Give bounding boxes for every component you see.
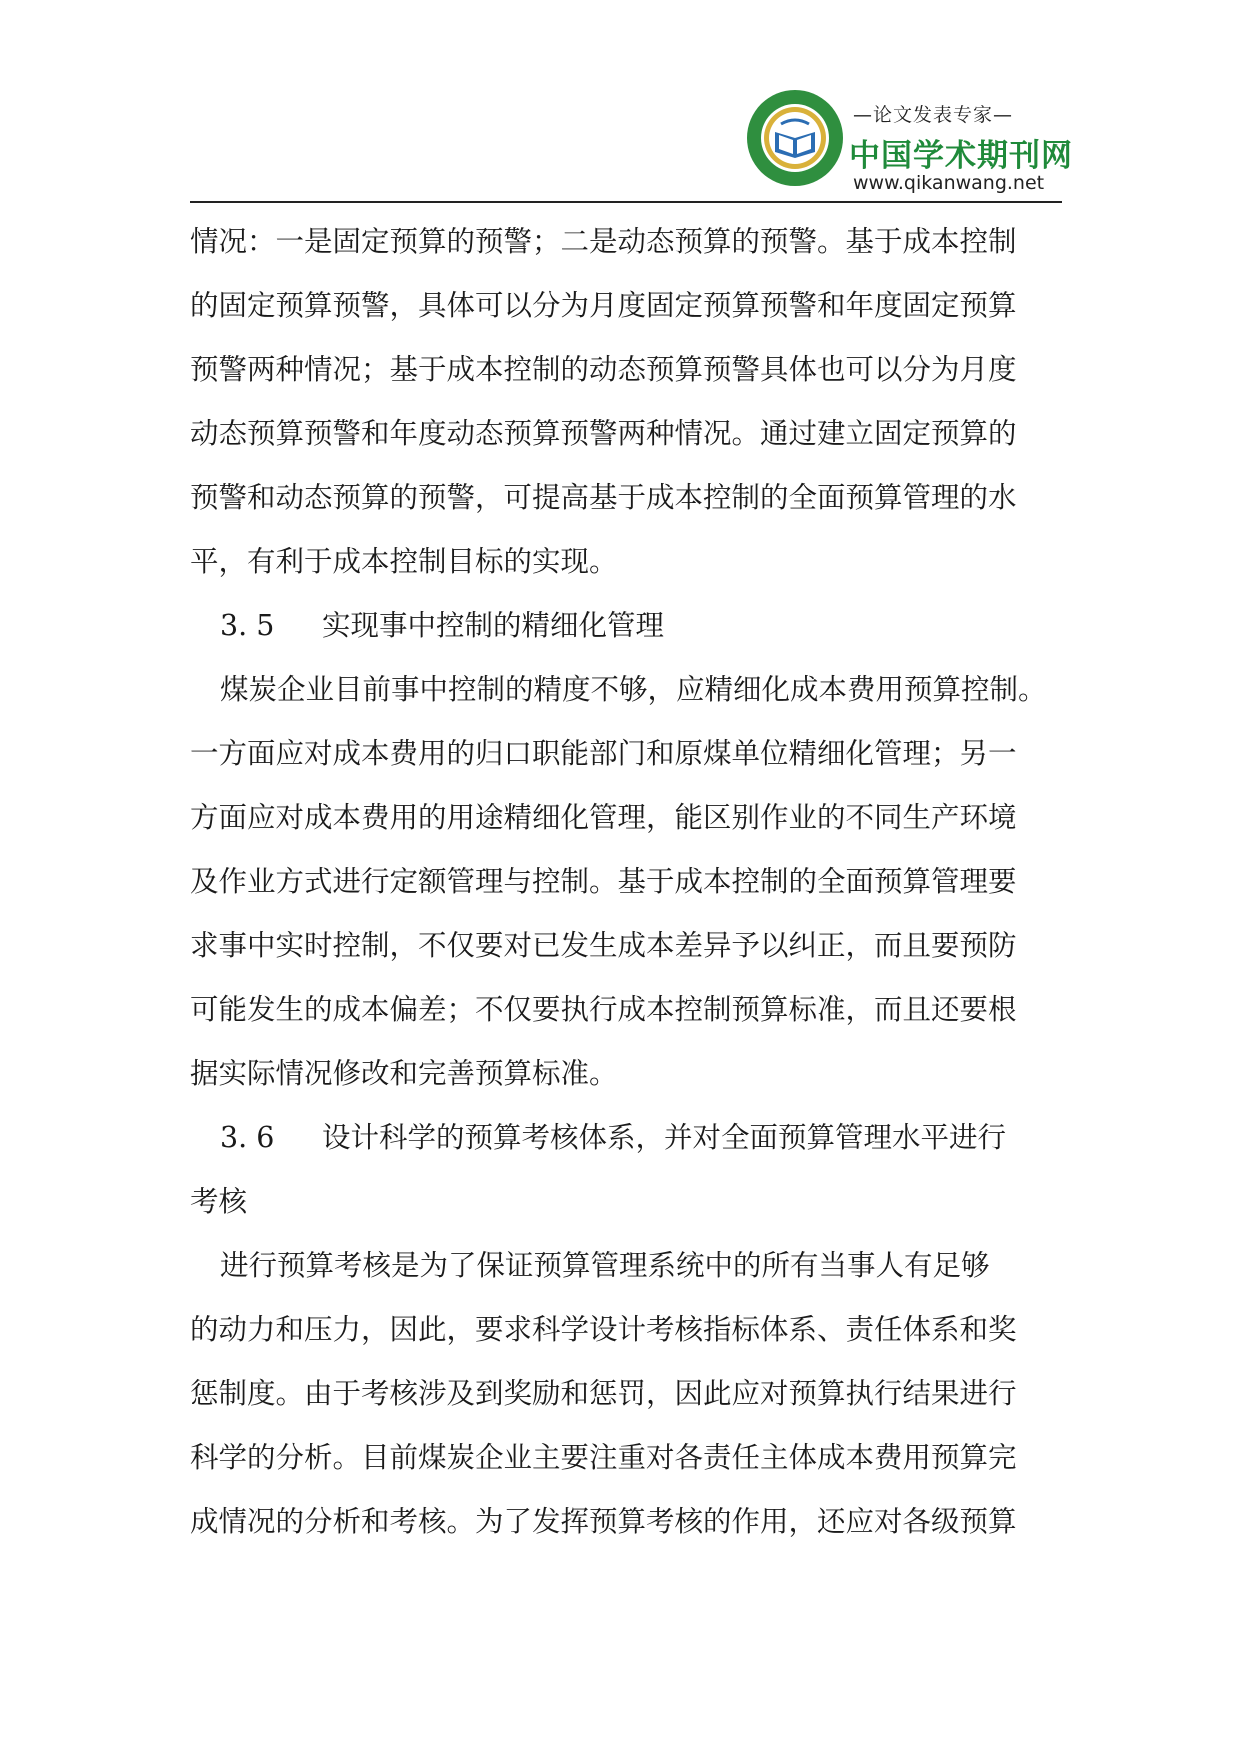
section-number: 3. 6 [220,1121,275,1154]
body-line: 一方面应对成本费用的归口职能部门和原煤单位精细化管理；另一 [190,737,1017,770]
body-line: 平，有利于成本控制目标的实现。 [190,545,618,578]
body-line: 科学的分析。目前煤炭企业主要注重对各责任主体成本费用预算完 [190,1441,1017,1474]
section-number: 3. 5 [220,609,275,642]
logo-site-name: 中国学术期刊网 [849,138,1073,174]
body-line: 进行预算考核是为了保证预算管理系统中的所有当事人有足够 [220,1249,990,1282]
body-line: 的固定预算预警，具体可以分为月度固定预算预警和年度固定预算 [190,289,1017,322]
site-header [745,88,1073,206]
body-line: 方面应对成本费用的用途精细化管理，能区别作业的不同生产环境 [190,801,1017,834]
header-divider [190,201,1062,203]
section-heading [190,1106,1070,1170]
body-line: 的动力和压力，因此，要求科学设计考核指标体系、责任体系和奖 [190,1313,1017,1346]
body-line: 预警两种情况；基于成本控制的动态预算预警具体也可以分为月度 [190,353,1017,386]
body-line: 及作业方式进行定额管理与控制。基于成本控制的全面预算管理要 [190,865,1017,898]
section-title: 实现事中控制的精细化管理 [322,609,665,642]
body-line: 动态预算预警和年度动态预算预警两种情况。通过建立固定预算的 [190,417,1017,450]
body-line: 煤炭企业目前事中控制的精度不够，应精细化成本费用预算控制。 [220,673,1047,706]
body-line: 求事中实时控制，不仅要对已发生成本差异予以纠正，而且要预防 [190,929,1017,962]
document-body [190,210,1070,1554]
body-line: 成情况的分析和考核。为了发挥预算考核的作用，还应对各级预算 [190,1505,1017,1538]
body-line: 据实际情况修改和完善预算标准。 [190,1057,618,1090]
section-title-continuation: 考核 [190,1185,248,1218]
logo-url: www.qikanwang.net [853,172,1045,194]
section-heading [190,594,1070,658]
body-line: 可能发生的成本偏差；不仅要执行成本控制预算标准，而且还要根 [190,993,1017,1026]
section-title: 设计科学的预算考核体系，并对全面预算管理水平进行 [322,1121,1007,1154]
body-line: 惩制度。由于考核涉及到奖励和惩罚，因此应对预算执行结果进行 [190,1377,1017,1410]
logo-seal-icon [745,88,845,188]
body-line: 预警和动态预算的预警，可提高基于成本控制的全面预算管理的水 [190,481,1017,514]
body-line: 情况：一是固定预算的预警；二是动态预算的预警。基于成本控制 [190,225,1017,258]
logo-tagline: —论文发表专家— [853,104,1014,126]
